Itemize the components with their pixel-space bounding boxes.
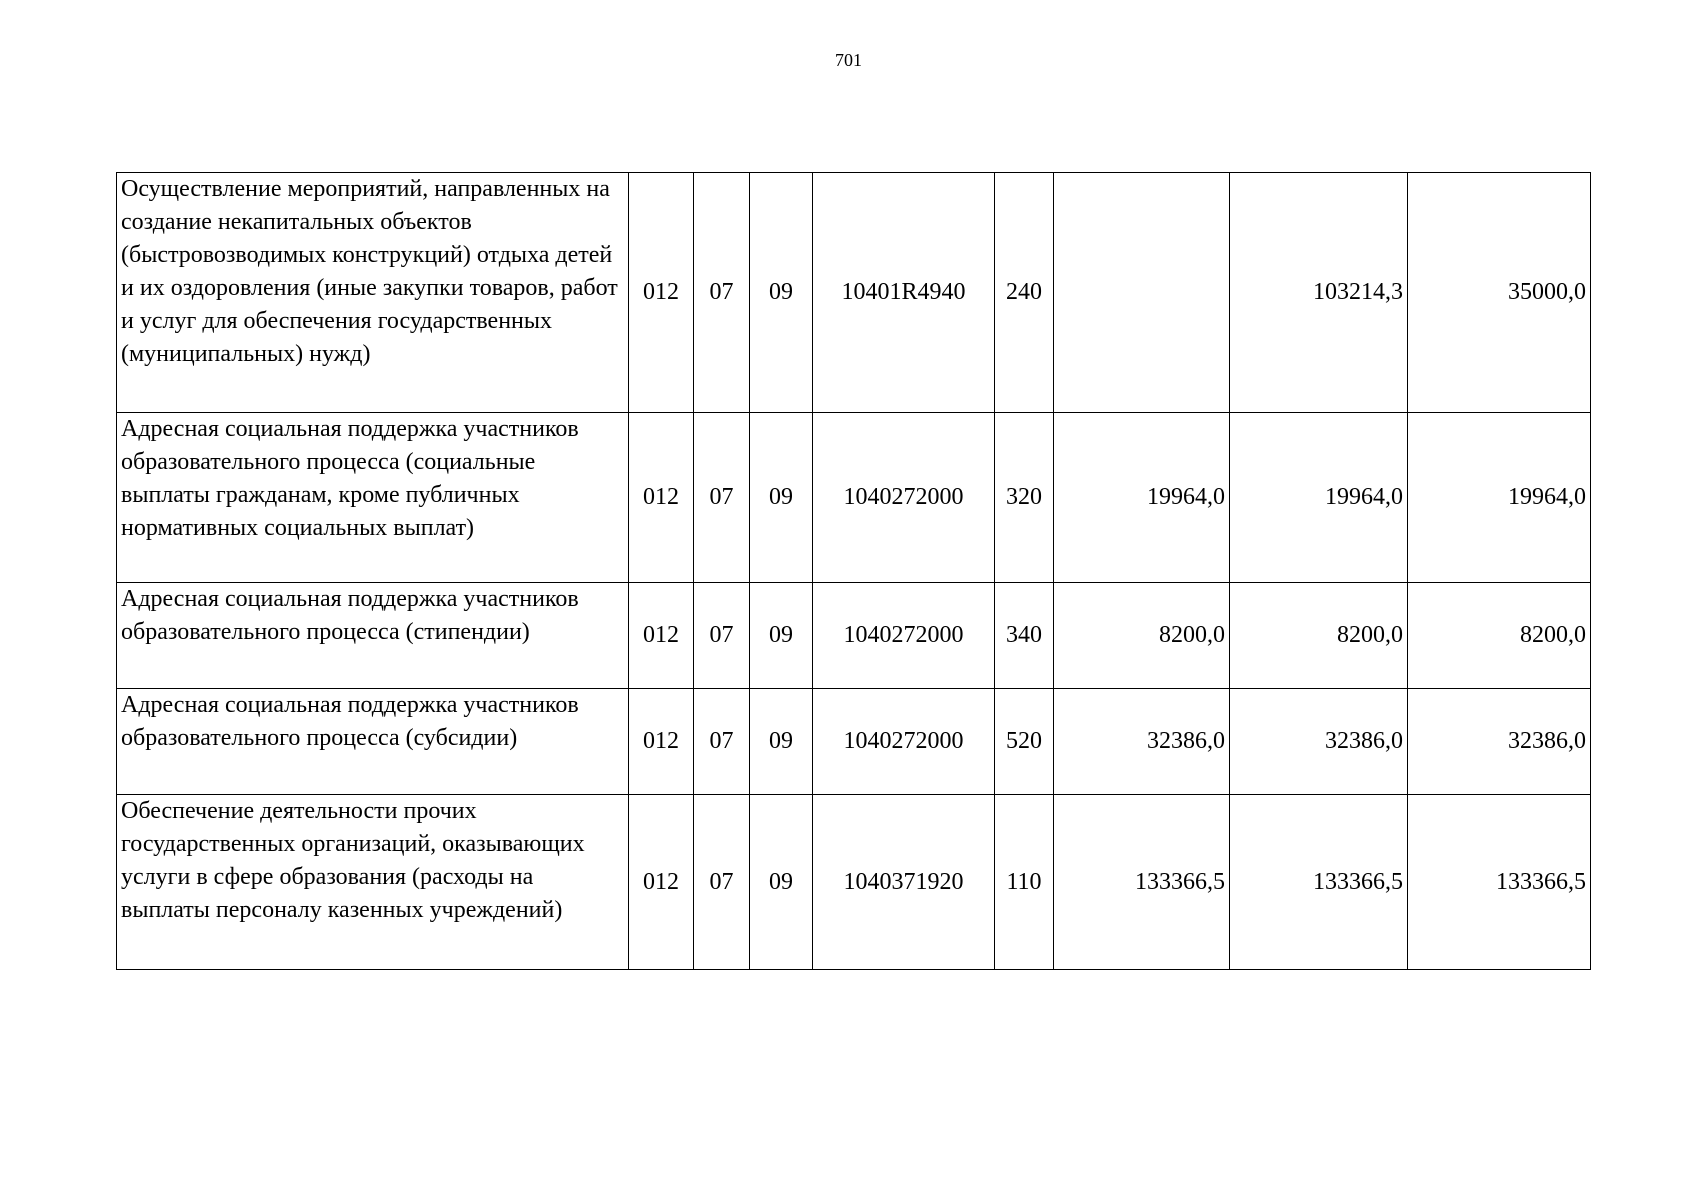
row-description: Адресная социальная поддержка участников образовательного процесса (социальные выплаты гражданам, кроме публичных нормативных социальных выплат) [117, 413, 629, 583]
subsection-code: 09 [750, 173, 813, 413]
ministry-code: 012 [629, 795, 694, 970]
amount-year-3: 19964,0 [1408, 413, 1591, 583]
target-article-code: 1040371920 [813, 795, 995, 970]
amount-year-2: 103214,3 [1230, 173, 1408, 413]
section-code: 07 [694, 583, 750, 689]
expense-type-code: 320 [995, 413, 1054, 583]
subsection-code: 09 [750, 795, 813, 970]
budget-table [116, 172, 1591, 970]
target-article-code: 1040272000 [813, 689, 995, 795]
target-article-code: 10401R4940 [813, 173, 995, 413]
ministry-code: 012 [629, 413, 694, 583]
target-article-code: 1040272000 [813, 413, 995, 583]
subsection-code: 09 [750, 583, 813, 689]
section-code: 07 [694, 795, 750, 970]
section-code: 07 [694, 689, 750, 795]
ministry-code: 012 [629, 689, 694, 795]
amount-year-1: 32386,0 [1054, 689, 1230, 795]
amount-year-1: 19964,0 [1054, 413, 1230, 583]
amount-year-3: 35000,0 [1408, 173, 1591, 413]
amount-year-1: 8200,0 [1054, 583, 1230, 689]
row-description: Осуществление мероприятий, направленных на создание некапитальных объектов (быстровозводимых конструкций) отдыха детей и их оздоровления (иные закупки товаров, работ и услуг для обеспечения государственных (муниципальных) нужд) [117, 173, 629, 413]
table-row [117, 413, 1591, 583]
amount-year-3: 32386,0 [1408, 689, 1591, 795]
table-row [117, 583, 1591, 689]
row-description: Адресная социальная поддержка участников образовательного процесса (субсидии) [117, 689, 629, 795]
table-row [117, 795, 1591, 970]
ministry-code: 012 [629, 173, 694, 413]
amount-year-3: 8200,0 [1408, 583, 1591, 689]
row-description: Адресная социальная поддержка участников образовательного процесса (стипендии) [117, 583, 629, 689]
amount-year-2: 8200,0 [1230, 583, 1408, 689]
expense-type-code: 110 [995, 795, 1054, 970]
amount-year-1 [1054, 173, 1230, 413]
table-row [117, 173, 1591, 413]
amount-year-1: 133366,5 [1054, 795, 1230, 970]
table-row [117, 689, 1591, 795]
expense-type-code: 240 [995, 173, 1054, 413]
page-number: 701 [835, 50, 862, 70]
amount-year-2: 19964,0 [1230, 413, 1408, 583]
amount-year-2: 133366,5 [1230, 795, 1408, 970]
subsection-code: 09 [750, 413, 813, 583]
section-code: 07 [694, 413, 750, 583]
subsection-code: 09 [750, 689, 813, 795]
amount-year-3: 133366,5 [1408, 795, 1591, 970]
target-article-code: 1040272000 [813, 583, 995, 689]
amount-year-2: 32386,0 [1230, 689, 1408, 795]
ministry-code: 012 [629, 583, 694, 689]
row-description: Обеспечение деятельности прочих государственных организаций, оказывающих услуги в сфере образования (расходы на выплаты персоналу казенных учреждений) [117, 795, 629, 970]
section-code: 07 [694, 173, 750, 413]
expense-type-code: 340 [995, 583, 1054, 689]
expense-type-code: 520 [995, 689, 1054, 795]
